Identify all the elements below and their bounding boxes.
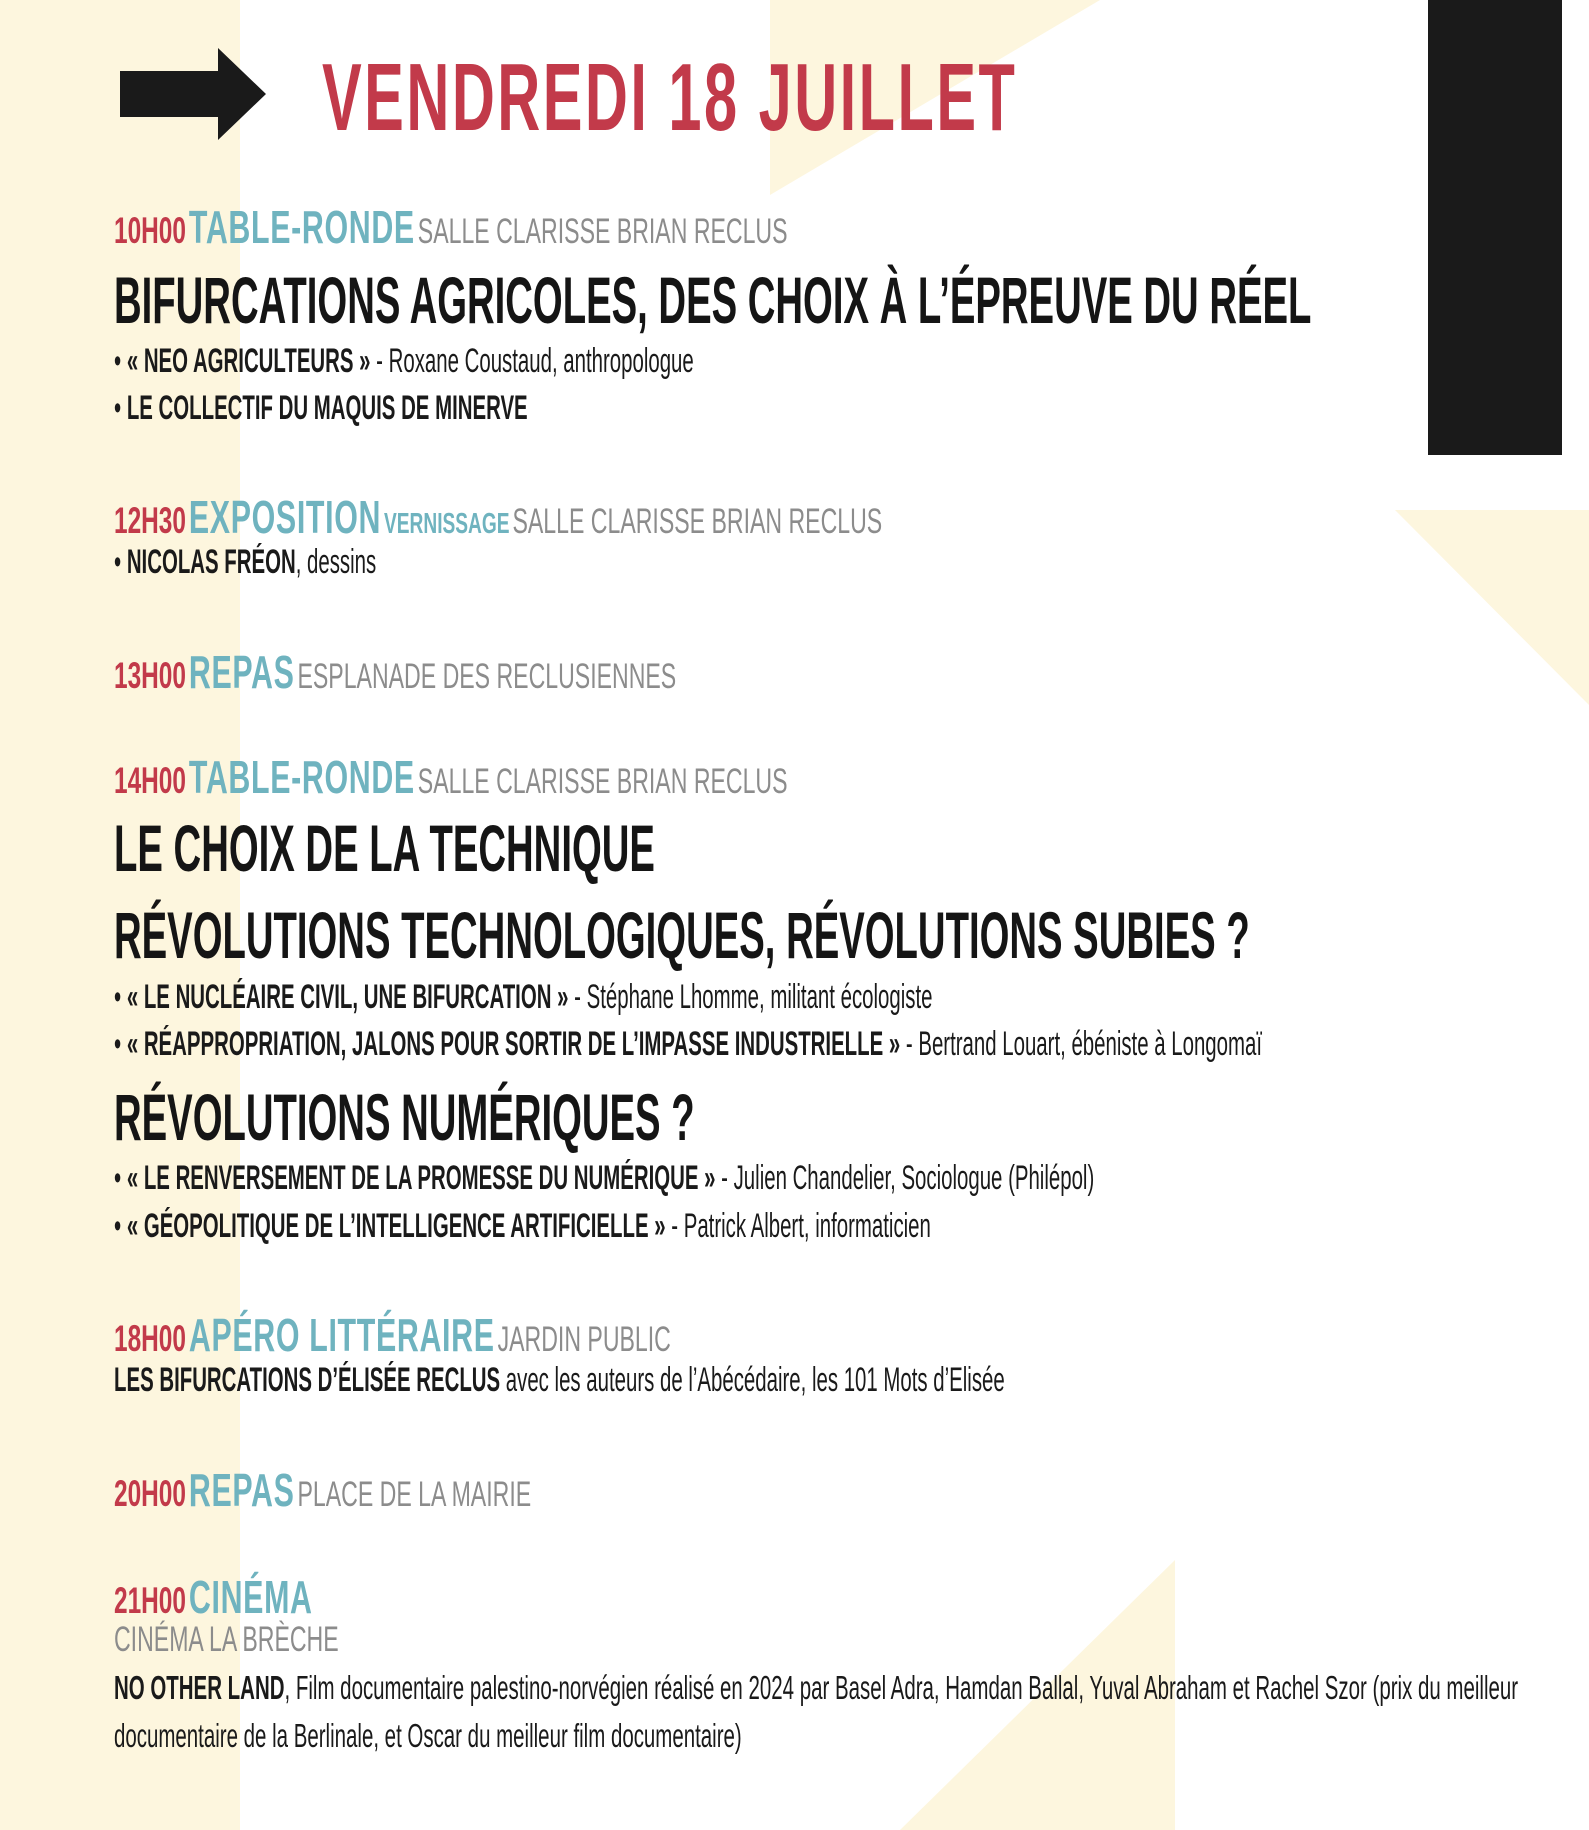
event-kind: REPAS [188, 1464, 295, 1516]
event-slot-21h00 [114, 1570, 415, 1623]
event-title: LE CHOIX DE LA TECHNIQUE [114, 811, 655, 885]
event-venue: ESPLANADE DES RECLUSIENNES [297, 657, 677, 696]
event-time: 14H00 [114, 760, 186, 801]
event-kind: APÉRO LITTÉRAIRE [188, 1309, 495, 1361]
event-time: 20H00 [114, 1473, 186, 1514]
speaker-item: • « LE RENVERSEMENT DE LA PROMESSE DU NUMÉRIQUE » - Julien Chandelier, Sociologue (Philépol) [114, 1159, 1095, 1197]
event-kind: CINÉMA [188, 1571, 313, 1623]
speaker-item: • « RÉAPPROPRIATION, JALONS POUR SORTIR DE L’IMPASSE INDUSTRIELLE » - Bertrand Louart, ébéniste à Longomaï [114, 1025, 1262, 1063]
event-kind: REPAS [188, 646, 295, 698]
event-time: 12H30 [114, 500, 186, 541]
event-kind: EXPOSITION [188, 491, 382, 543]
event-time: 10H00 [114, 210, 186, 251]
event-time: 13H00 [114, 655, 186, 696]
event-kind: TABLE-RONDE [188, 751, 415, 803]
speaker-item: • « LE NUCLÉAIRE CIVIL, UNE BIFURCATION » - Stéphane Lhomme, militant écologiste [114, 978, 933, 1016]
event-venue: SALLE CLARISSE BRIAN RECLUS [417, 762, 788, 801]
event-time: 21H00 [114, 1580, 186, 1621]
film-title: NO OTHER LAND [114, 1669, 285, 1706]
day-title: VENDREDI 18 JUILLET [322, 44, 1018, 151]
event-description: LES BIFURCATIONS D’ÉLISÉE RECLUS avec les auteurs de l’Abécédaire, les 101 Mots d’Elisée [114, 1361, 1005, 1399]
event-venue: SALLE CLARISSE BRIAN RECLUS [417, 212, 788, 251]
film-description: NO OTHER LAND, Film documentaire palestino-norvégien réalisé en 2024 par Basel Adra, Hamdan Ballal, Yuval Abraham et Rachel Szor (prix du meilleur documentaire de la Berlinale, et Oscar du meilleur film documentaire) [114, 1669, 1519, 1754]
event-title: RÉVOLUTIONS NUMÉRIQUES ? [114, 1080, 695, 1154]
event-kind: TABLE-RONDE [188, 201, 415, 253]
event-slot-13h00 [114, 645, 966, 698]
black-bar [1428, 0, 1562, 455]
speaker-item: • LE COLLECTIF DU MAQUIS DE MINERVE [114, 389, 528, 427]
speaker-item: • « NEO AGRICULTEURS » - Roxane Coustaud, anthropologue [114, 342, 694, 380]
event-time: 18H00 [114, 1318, 186, 1359]
right-arrow-icon [120, 48, 270, 140]
event-slot-10h00 [114, 200, 1135, 253]
speaker-item: • « GÉOPOLITIQUE DE L’INTELLIGENCE ARTIFICIELLE » - Patrick Albert, informaticien [114, 1207, 931, 1245]
event-slot-12h30 [114, 490, 1278, 543]
event-venue: SALLE CLARISSE BRIAN RECLUS [512, 502, 883, 541]
event-title: BIFURCATIONS AGRICOLES, DES CHOIX À L’ÉPREUVE DU RÉEL [114, 263, 1312, 337]
speaker-item: • NICOLAS FRÉON, dessins [114, 543, 377, 581]
event-slot-18h00 [114, 1308, 958, 1361]
event-venue: JARDIN PUBLIC [497, 1320, 671, 1359]
event-venue-line [114, 1620, 454, 1660]
event-subkind: VERNISSAGE [384, 508, 510, 540]
event-venue: PLACE DE LA MAIRIE [297, 1475, 532, 1514]
event-slot-20h00 [114, 1463, 746, 1516]
event-venue: CINÉMA LA BRÈCHE [114, 1620, 339, 1659]
event-slot-14h00 [114, 750, 1135, 803]
event-title: RÉVOLUTIONS TECHNOLOGIQUES, RÉVOLUTIONS SUBIES ? [114, 898, 1250, 972]
